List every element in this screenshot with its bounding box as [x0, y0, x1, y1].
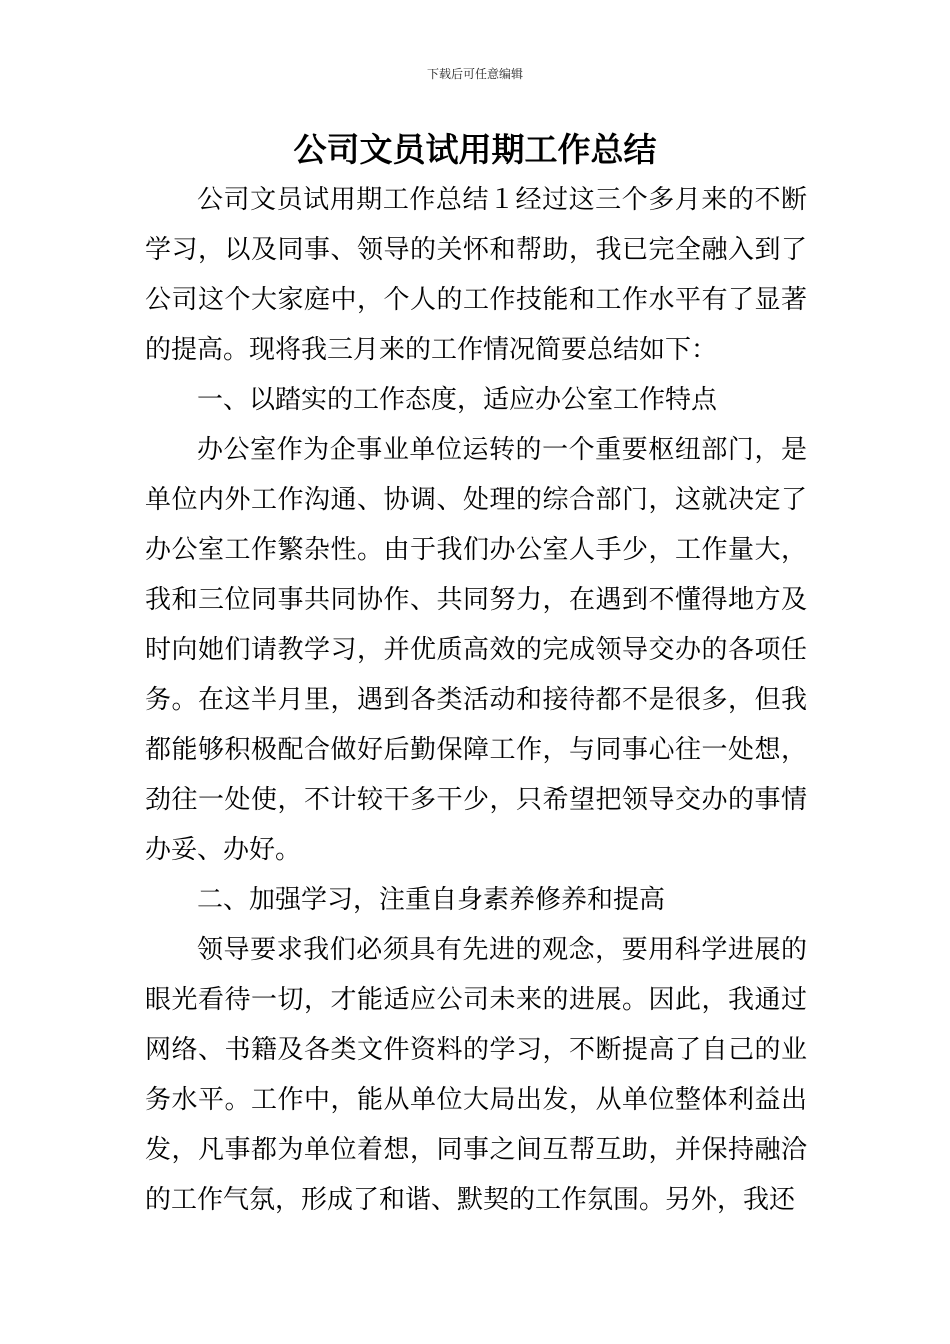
paragraph-section-2: 领导要求我们必须具有先进的观念，要用科学进展的眼光看待一切，才能适应公司未来的进展。因此，我通过网络、书籍及各类文件资料的学习，不断提高了自己的业务水平。工作中，能从单位大局出发，从单位整体利益出发，凡事都为单位着想，同事之间互帮互助，并保持融洽的工作气氛，形成了和谐、默契的工作氛围。另外，我还 [145, 935, 807, 1215]
section-heading-1: 一、以踏实的工作态度，适应办公室工作特点 [197, 385, 718, 415]
document-title: 公司文员试用期工作总结 [293, 130, 657, 169]
section-heading-2: 二、加强学习，注重自身素养修养和提高 [197, 885, 666, 915]
paragraph-intro: 公司文员试用期工作总结１经过这三个多月来的不断学习，以及同事、领导的关怀和帮助，我已完全融入到了公司这个大家庭中，个人的工作技能和工作水平有了显著的提高。现将我三月来的工作情况简要总结如下： [145, 185, 807, 365]
document-body [145, 175, 807, 1225]
header-note: 下载后可任意编辑 [426, 67, 523, 81]
paragraph-section-1: 办公室作为企事业单位运转的一个重要枢纽部门，是单位内外工作沟通、协调、处理的综合部门，这就决定了办公室工作繁杂性。由于我们办公室人手少，工作量大，我和三位同事共同协作、共同努力，在遇到不懂得地方及时向她们请教学习，并优质高效的完成领导交办的各项任务。在这半月里，遇到各类活动和接待都不是很多，但我都能够积极配合做好后勤保障工作，与同事心往一处想，劲往一处使，不计较干多干少，只希望把领导交办的事情办妥、办好。 [145, 435, 807, 865]
